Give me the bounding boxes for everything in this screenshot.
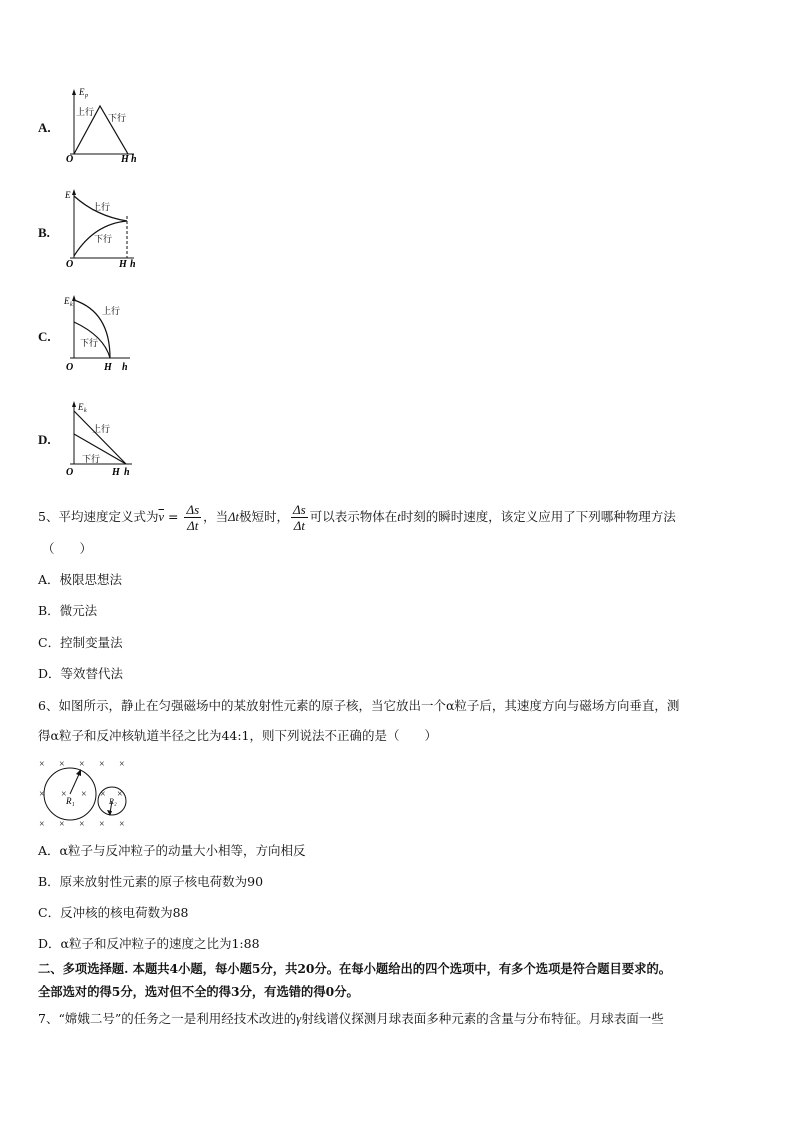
svg-text:×: ×	[117, 789, 123, 800]
q5-option-b[interactable]: B．微元法	[38, 603, 98, 618]
svg-text:下行: 下行	[82, 454, 101, 464]
r1-label: R₁	[66, 796, 75, 806]
option-c-label[interactable]: C.	[38, 329, 51, 344]
svg-text:下行: 下行	[94, 234, 113, 244]
q6-stem-line2: 得α粒子和反冲核轨道半径之比为44:1，则下列说法不正确的是（ ）	[38, 728, 438, 743]
svg-text:×: ×	[79, 759, 85, 770]
svg-text:上行: 上行	[92, 424, 111, 434]
section2-heading-line2: 全部选对的得5分，选对但不全的得3分，有选错的得0分。	[38, 984, 359, 999]
svg-text:×: ×	[61, 789, 67, 800]
svg-text:×: ×	[100, 789, 106, 800]
svg-text:H: H	[104, 362, 112, 373]
svg-text:O: O	[66, 362, 74, 373]
svg-text:h: h	[131, 154, 137, 165]
svg-text:O: O	[66, 154, 74, 165]
q7-stem: 7、“嫦娥二号”的任务之一是利用经技术改进的γ射线谱仪探测月球表面多种元素的含量与分布特征。月球表面一些	[38, 1011, 664, 1026]
graph-d	[60, 396, 150, 482]
svg-text:H: H	[121, 154, 129, 165]
svg-text:×: ×	[81, 789, 87, 800]
svg-text:×: ×	[119, 819, 125, 830]
svg-text:O: O	[66, 467, 74, 478]
q6-option-c[interactable]: C．反冲核的核电荷数为88	[38, 905, 189, 920]
svg-text:×: ×	[59, 819, 65, 830]
svg-text:h: h	[122, 362, 128, 373]
svg-text:×: ×	[39, 789, 45, 800]
svg-text:H: H	[112, 467, 120, 478]
svg-text:p: p	[85, 93, 88, 99]
magnetic-field-diagram	[34, 756, 144, 832]
svg-text:下行: 下行	[80, 338, 99, 348]
svg-text:上行: 上行	[102, 306, 121, 316]
svg-text:×: ×	[79, 819, 85, 830]
svg-text:×: ×	[59, 759, 65, 770]
svg-text:H: H	[119, 259, 127, 270]
option-d-label[interactable]: D.	[38, 432, 51, 447]
svg-text:O: O	[66, 259, 74, 270]
svg-text:×: ×	[39, 819, 45, 830]
r2-label: R₂	[109, 797, 117, 806]
svg-text:k: k	[70, 302, 73, 308]
svg-text:k: k	[84, 408, 87, 414]
graph-a	[60, 86, 150, 166]
svg-text:×: ×	[119, 759, 125, 770]
q6-option-d[interactable]: D．α粒子和反冲粒子的速度之比为1:88	[38, 936, 260, 951]
svg-text:E: E	[78, 402, 84, 412]
svg-text:h: h	[124, 467, 130, 478]
graph-c	[60, 292, 150, 378]
graph-a-up-label: 上行	[76, 107, 95, 117]
q6-option-b[interactable]: B．原来放射性元素的原子核电荷数为90	[38, 874, 264, 889]
graph-a-down-label: 下行	[108, 113, 127, 123]
svg-text:E: E	[65, 190, 71, 200]
svg-text:h: h	[130, 259, 136, 270]
svg-text:×: ×	[39, 759, 45, 770]
svg-text:上行: 上行	[92, 202, 111, 212]
option-a-label[interactable]: A.	[38, 120, 51, 135]
graph-b	[60, 186, 150, 272]
section2-heading-line1: 二、多项选择题. 本题共4小题，每小题5分，共20分。在每小题给出的四个选项中，有多个选项是符合题目要求的。	[38, 961, 672, 976]
q5-option-d[interactable]: D．等效替代法	[38, 666, 124, 681]
q5-stem: 5、平均速度定义式为$\overline{v}$ = $\frac{\Delta s}{\Delta t}$ ，当Δt极短时， $\frac{\Delta s}{\Delta t}$ 可以表示物体在t时刻的瞬时速度，该定义应用了下列哪种物理方法	[38, 502, 676, 533]
q5-option-a[interactable]: A．极限思想法	[38, 572, 123, 587]
q6-option-a[interactable]: A．α粒子与反冲粒子的动量大小相等，方向相反	[38, 843, 306, 858]
svg-text:×: ×	[99, 759, 105, 770]
svg-text:E: E	[64, 296, 70, 306]
option-b-label[interactable]: B.	[38, 225, 50, 240]
svg-text:×: ×	[99, 819, 105, 830]
q5-paren: （ ）	[42, 541, 93, 556]
graph-a-yaxis: E	[79, 87, 85, 97]
q6-stem-line1: 6、如图所示，静止在匀强磁场中的某放射性元素的原子核，当它放出一个α粒子后，其速度方向与磁场方向垂直，测	[38, 698, 680, 713]
q5-option-c[interactable]: C．控制变量法	[38, 635, 123, 650]
